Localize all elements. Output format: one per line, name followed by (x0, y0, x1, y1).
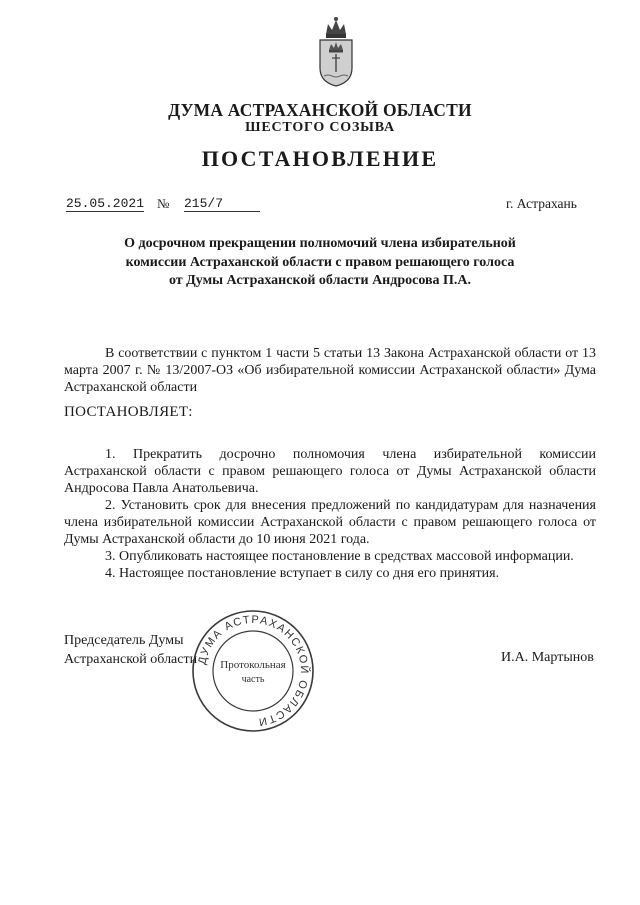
official-stamp (190, 608, 316, 734)
title-line-2: комиссии Астраханской области с правом решающего голоса (125, 254, 515, 270)
convocation: ШЕСТОГО СОЗЫВА (245, 120, 395, 135)
number-sign: № (157, 196, 170, 211)
decree-item-1: 1. Прекратить досрочно полномочия члена избирательной комиссии Астраханской области с правом решающего голоса от Думы Астраханской области Андросова Павла Анатольевича. (64, 447, 596, 496)
stamp-outer-text: ДУМА АСТРАХАНСКОЙ ОБЛАСТИ (196, 613, 311, 728)
city: г. Астрахань (506, 196, 577, 211)
decree-heading: ПОСТАНОВЛЯЕТ: (64, 404, 193, 420)
signer-position (64, 631, 197, 669)
org-name: ДУМА АСТРАХАНСКОЙ ОБЛАСТИ (168, 100, 472, 120)
document-number: 215/7 (184, 196, 260, 212)
decree-item-2: 2. Установить срок для внесения предложений по кандидатурам для назначения члена избирательной комиссии Астраханской области с правом решающего голоса от Думы Астраханской области до 10 июня 2021 года. (64, 498, 596, 547)
intro-paragraph: В соответствии с пунктом 1 части 5 статьи 13 Закона Астраханской области от 13 марта 2007 г. № 13/2007-ОЗ «Об избирательной комиссии Астраханской области» Дума Астраханской области (64, 346, 596, 395)
signer-name: И.А. Мартынов (501, 650, 594, 665)
title-line-1: О досрочном прекращении полномочий члена избирательной (124, 236, 516, 251)
signer-position-line-2: Астраханской области (64, 652, 198, 667)
signer-position-line-1: Председатель Думы (64, 633, 184, 648)
document-type: ПОСТАНОВЛЕНИЕ (201, 146, 439, 171)
document-title (0, 235, 640, 291)
document-date: 25.05.2021 (66, 196, 145, 211)
decree-item-3: 3. Опубликовать настоящее постановление в средствах массовой информации. (105, 549, 574, 564)
coat-of-arms-icon (312, 14, 360, 88)
stamp-line-2: часть (241, 674, 265, 685)
decree-items (64, 446, 596, 582)
stamp-line-1: Протокольная (220, 659, 286, 671)
title-line-3: от Думы Астраханской области Андросова П.А. (168, 273, 472, 288)
decree-item-4: 4. Настоящее постановление вступает в силу со дня его принятия. (105, 566, 500, 581)
